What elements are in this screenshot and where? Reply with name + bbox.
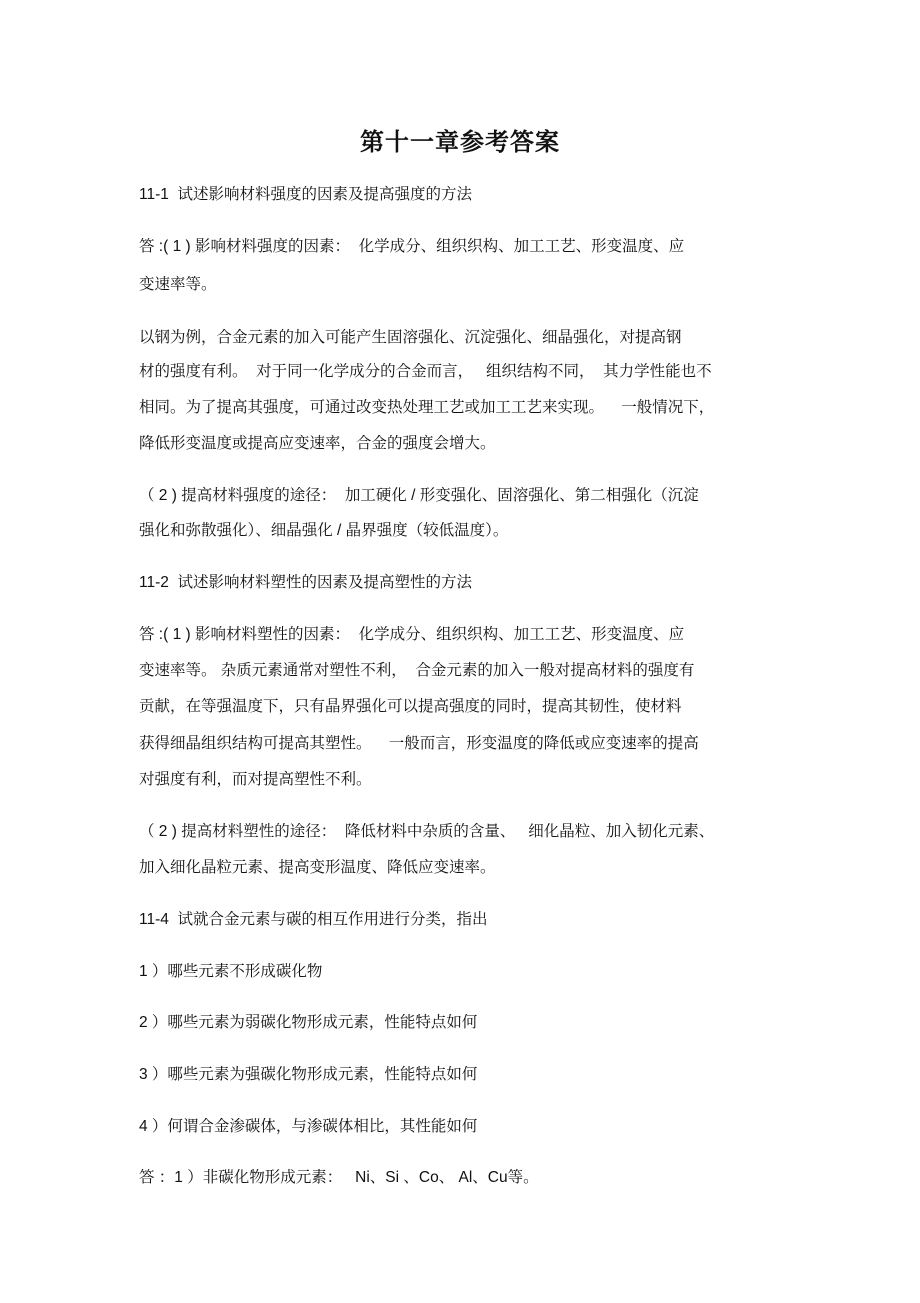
text-line: 1 ）哪些元素不形成碳化物 [139,963,323,980]
text-line: 答 ：1 ）非碳化物形成元素： Ni、Si 、Co、 Al、Cu等。 [139,1169,539,1186]
page-title: 第十一章参考答案 [360,129,560,156]
text-line: 11-1 试述影响材料强度的因素及提高强度的方法 [139,186,472,203]
text-line: 强化和弥散强化）、细晶强化 / 晶界强度（较低温度）。 [139,522,509,539]
text-line: 材的强度有利。 对于同一化学成分的合金而言， 组织结构不同， 其力学性能也不 [139,363,712,380]
text-line: 2 ）哪些元素为弱碳化物形成元素，性能特点如何 [139,1014,478,1031]
text-line: 相同。为了提高其强度，可通过改变热处理工艺或加工工艺来实现。 一般情况下， [139,399,715,416]
text-line: 以钢为例，合金元素的加入可能产生固溶强化、沉淀强化、细晶强化，对提高钢 [139,329,682,346]
text-line: 11-4 试就合金元素与碳的相互作用进行分类，指出 [139,911,488,928]
text-line: （ 2 ) 提高材料强度的途径： 加工硬化 / 形变强化、固溶强化、第二相强化（沉淀 [139,487,699,504]
text-line: （ 2 ) 提高材料塑性的途径： 降低材料中杂质的含量、 细化晶粒、加入韧化元素、 [139,823,715,840]
text-line: 答 :( 1 ) 影响材料强度的因素： 化学成分、组织织构、加工工艺、形变温度、应 [139,238,685,255]
text-line: 答 :( 1 ) 影响材料塑性的因素： 化学成分、组织织构、加工工艺、形变温度、应 [139,626,685,643]
text-line: 3 ）哪些元素为强碳化物形成元素，性能特点如何 [139,1066,478,1083]
text-line: 对强度有利，而对提高塑性不利。 [139,771,372,788]
text-line: 加入细化晶粒元素、提高变形温度、降低应变速率。 [139,859,496,876]
text-line: 变速率等。 杂质元素通常对塑性不利， 合金元素的加入一般对提高材料的强度有 [139,662,695,679]
text-line: 贡献，在等强温度下，只有晶界强化可以提高强度的同时，提高其韧性，使材料 [139,698,682,715]
text-line: 降低形变温度或提高应变速率，合金的强度会增大。 [139,435,496,452]
text-line: 变速率等。 [139,276,217,293]
text-line: 获得细晶组织结构可提高其塑性。 一般而言，形变温度的降低或应变速率的提高 [139,735,699,752]
text-line: 11-2 试述影响材料塑性的因素及提高塑性的方法 [139,574,472,591]
text-line: 4 ）何谓合金渗碳体，与渗碳体相比，其性能如何 [139,1118,478,1135]
